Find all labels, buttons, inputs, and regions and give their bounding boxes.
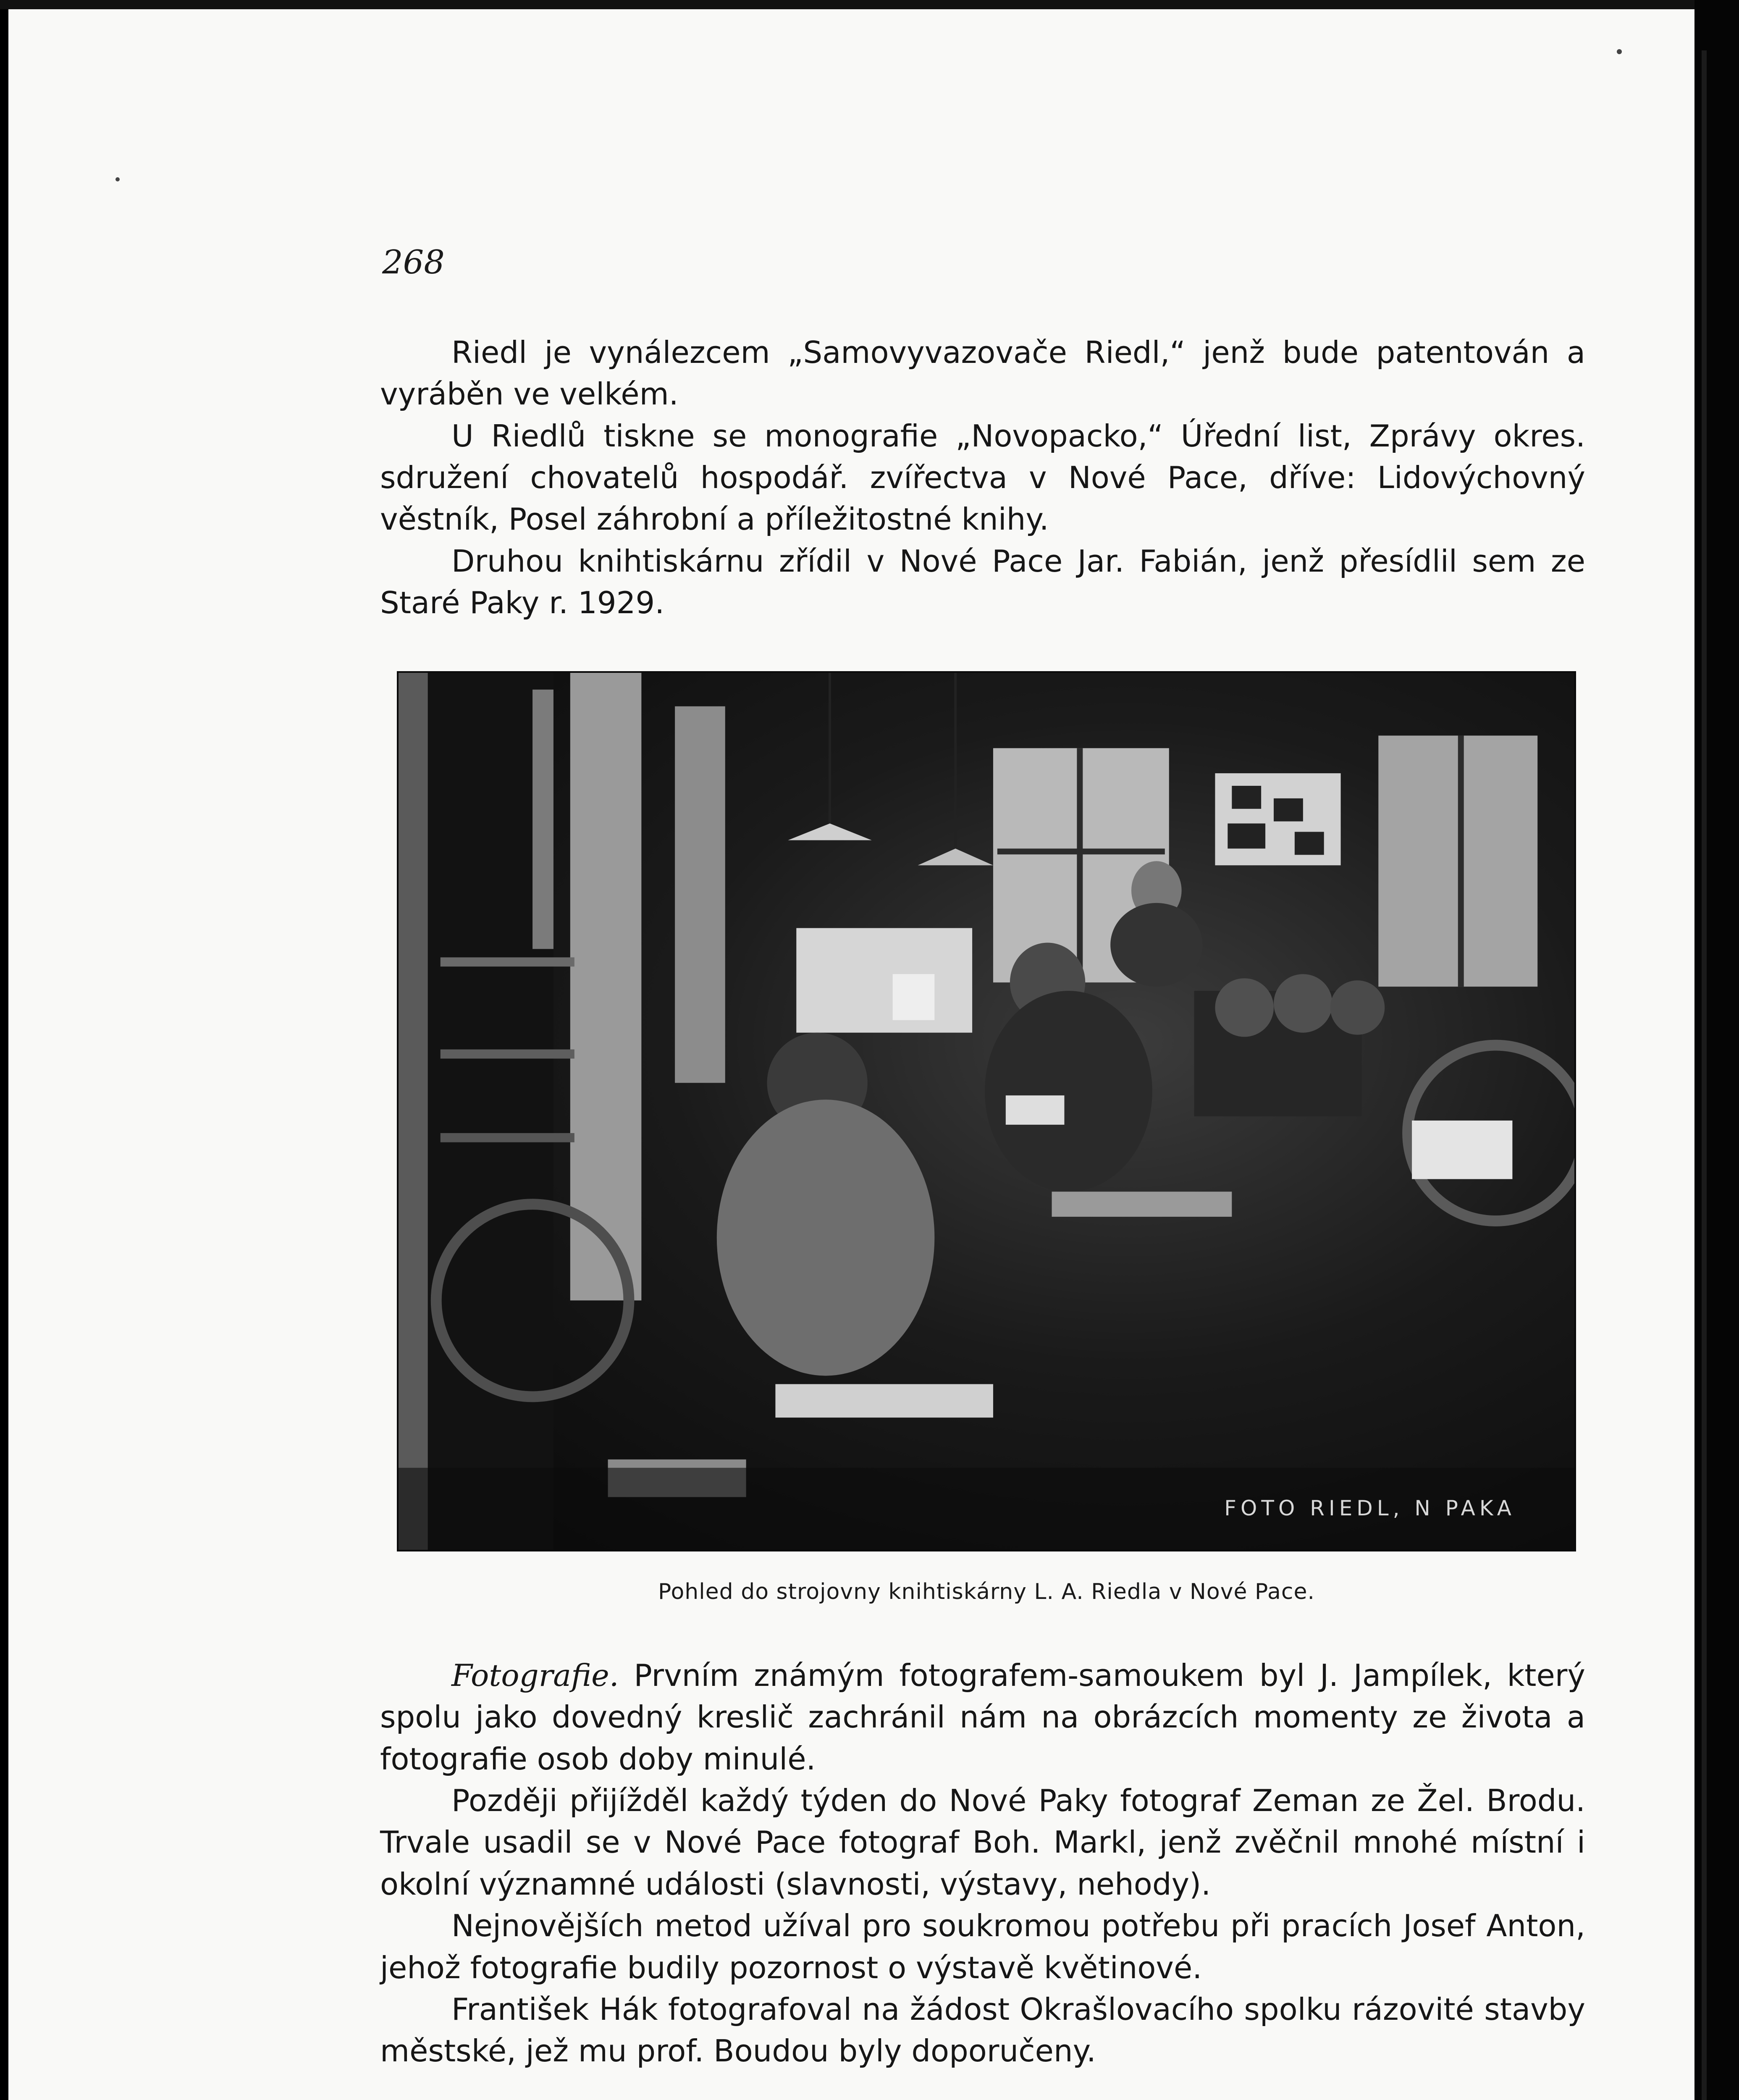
photo-illustration [399,673,1574,1550]
photography-section [380,1655,1585,2072]
scan-border-top [0,0,1739,9]
page-number: 268 [382,244,445,281]
paragraph: Riedl je vynálezcem „Samovyvazovače Riedl,“ jenž bude patentován a vyráběn ve velkém. [380,335,1585,412]
paragraph: Později přijížděl každý týden do Nové Paky fotograf Zeman ze Žel. Brodu. Trvale usadil se v Nové Pace fotograf Boh. Markl, jenž zvěčnil mnohé místní i okolní významné události (slavnosti, výstavy, nehody). [380,1783,1585,1902]
paragraph: František Hák fotografoval na žádost Okrašlovacího spolku rázovité stavby městské, jež mu prof. Boudou byly doporučeny. [380,1991,1585,2069]
photo-credit: FOTO RIEDL, N PAKA [1224,1496,1516,1520]
scan-edge-line [1702,50,1707,2100]
dust-speck [1617,49,1622,54]
paragraph-text: Prvním známým fotografem-samoukem byl J. Jampílek, který spolu jako dovedný kreslič zachránil nám na obrázcích momenty ze života a fotografie osob doby minulé. [380,1658,1585,1777]
photo-caption: Pohled do strojovny knihtiskárny L. A. Riedla v Nové Pace. [658,1579,1315,1604]
section-heading: Fotografie. [451,1658,619,1693]
paragraph: Druhou knihtiskárnu zřídil v Nové Pace Jar. Fabián, jenž přesídlil sem ze Staré Paky r. 1929. [380,543,1585,621]
intro-text [380,332,1585,624]
paragraph: Nejnovějších metod užíval pro soukromou potřebu při pracích Josef Anton, jehož fotografie budily pozornost o výstavě květinové. [380,1908,1585,1985]
paragraph: U Riedlů tiskne se monografie „Novopacko,“ Úřední list, Zprávy okres. sdružení chovatelů hospodář. zvířectva v Nové Pace, dříve: Lidovýchovný věstník, Posel záhrobní a příležitostné knihy. [380,418,1585,537]
dust-speck [115,177,120,181]
press-room-photo [397,671,1576,1551]
scan-edge-band [1694,0,1739,2100]
paragraph [380,1655,1585,1780]
